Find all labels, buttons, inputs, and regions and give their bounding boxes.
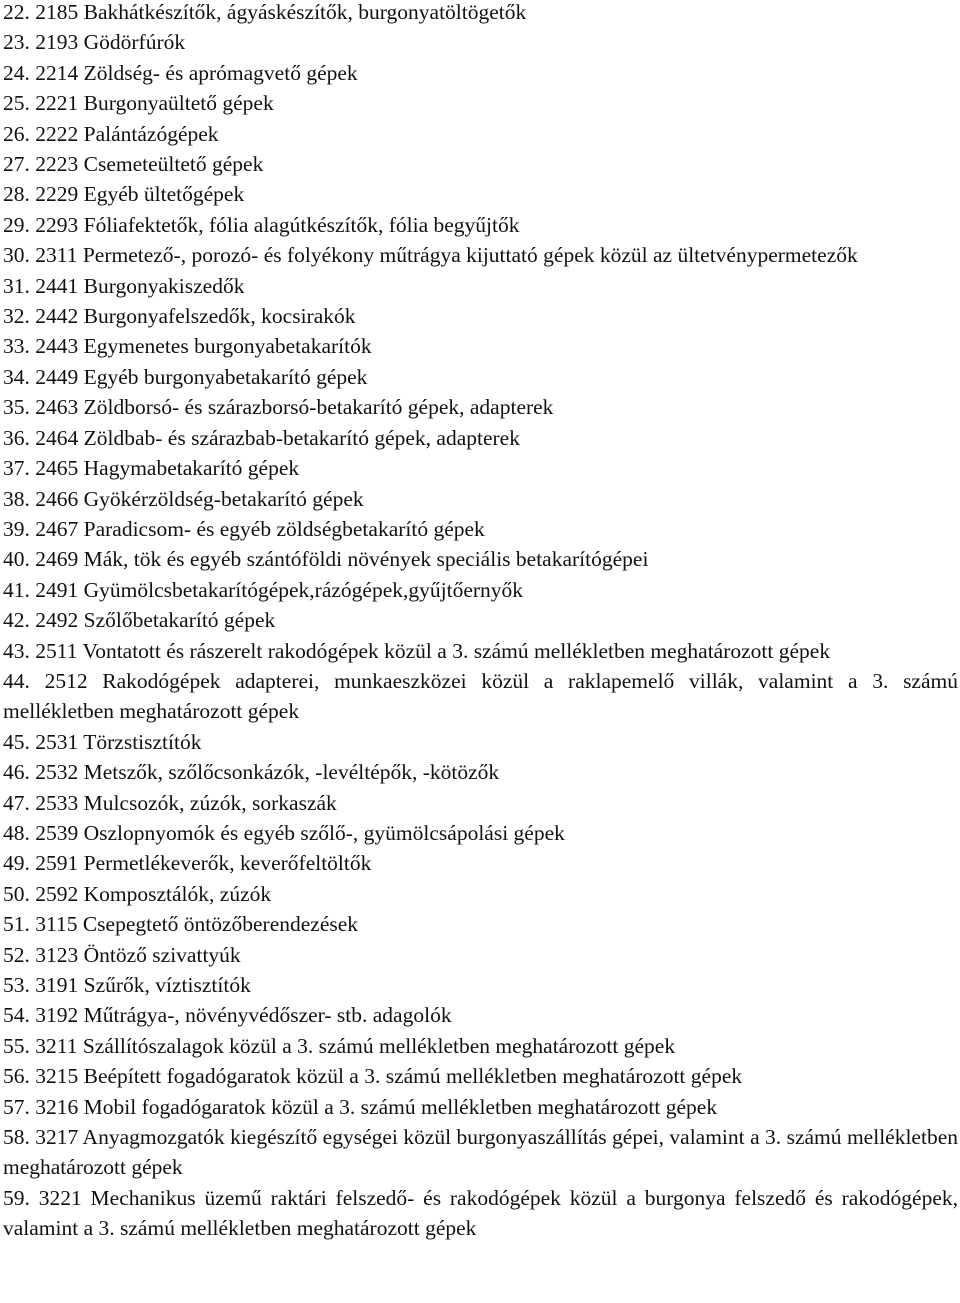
- list-item: 50. 2592 Komposztálók, zúzók: [3, 881, 272, 906]
- list-item: 24. 2214 Zöldség- és aprómagvető gépek: [3, 60, 358, 85]
- list-item: 38. 2466 Gyökérzöldség-betakarító gépek: [3, 486, 364, 511]
- list-item: 46. 2532 Metszők, szőlőcsonkázók, -levéltépők, -kötözők: [3, 760, 500, 785]
- list-item: 37. 2465 Hagymabetakarító gépek: [3, 456, 300, 481]
- list-item: 43. 2511 Vontatott és rászerelt rakodógépek közül a 3. számú mellékletben meghatározott gépek: [3, 638, 831, 663]
- list-item: 58. 3217 Anyagmozgatók kiegészítő egységei közül burgonyaszállítás gépei, valamint a 3. számú mellékletben meghatározott gépek: [3, 1125, 958, 1180]
- list-item: 45. 2531 Törzstisztítók: [3, 729, 202, 754]
- list-item: 22. 2185 Bakhátkészítők, ágyáskészítők, burgonyatöltögetők: [3, 0, 527, 24]
- list-item: 57. 3216 Mobil fogadógaratok közül a 3. számú mellékletben meghatározott gépek: [3, 1094, 718, 1119]
- list-item: 44. 2512 Rakodógépek adapterei, munkaeszközei közül a raklapemelő villák, valamint a 3. számú mellékletben meghatározott gépek: [3, 668, 958, 724]
- list-item: 59. 3221 Mechanikus üzemű raktári felszedő- és rakodógépek közül a burgonya felszedő és rakodógépek, valamint a 3. számú mellékletben meghatározott gépek: [3, 1185, 958, 1241]
- list-item: 23. 2193 Gödörfúrók: [3, 30, 186, 55]
- list-item: 42. 2492 Szőlőbetakarító gépek: [3, 608, 276, 633]
- list-item: 31. 2441 Burgonyakiszedők: [3, 273, 245, 298]
- list-item: 27. 2223 Csemeteültető gépek: [3, 152, 264, 177]
- list-item: 28. 2229 Egyéb ültetőgépek: [3, 182, 245, 207]
- list-item: 40. 2469 Mák, tök és egyéb szántóföldi növények speciális betakarítógépei: [3, 547, 649, 572]
- list-item: 56. 3215 Beépített fogadógaratok közül a 3. számú mellékletben meghatározott gépek: [3, 1064, 743, 1089]
- list-item: 32. 2442 Burgonyafelszedők, kocsirakók: [3, 304, 356, 329]
- list-item: 30. 2311 Permetező-, porozó- és folyékony műtrágya kijuttató gépek közül az ültetvénypermetezők: [3, 243, 858, 268]
- list-item: 26. 2222 Palántázógépek: [3, 121, 219, 146]
- list-item: 39. 2467 Paradicsom- és egyéb zöldségbetakarító gépek: [3, 516, 485, 541]
- list-item: 29. 2293 Fóliafektetők, fólia alagútkészítők, fólia begyűjtők: [3, 212, 520, 237]
- list-item: 35. 2463 Zöldborsó- és szárazborsó-betakarító gépek, adapterek: [3, 395, 554, 420]
- list-item: 48. 2539 Oszlopnyomók és egyéb szőlő-, gyümölcsápolási gépek: [3, 820, 565, 845]
- list-item: 25. 2221 Burgonyaültető gépek: [3, 91, 274, 116]
- list-item: 47. 2533 Mulcsozók, zúzók, sorkaszák: [3, 790, 337, 815]
- list-item: 34. 2449 Egyéb burgonyabetakarító gépek: [3, 364, 368, 389]
- list-item: 33. 2443 Egymenetes burgonyabetakarítók: [3, 334, 372, 359]
- list-item: 54. 3192 Műtrágya-, növényvédőszer- stb. adagolók: [3, 1003, 452, 1028]
- document-page: [3, 0, 958, 1244]
- list-item: 41. 2491 Gyümölcsbetakarítógépek,rázógépek,gyűjtőernyők: [3, 577, 524, 602]
- list-item: 36. 2464 Zöldbab- és szárazbab-betakarító gépek, adapterek: [3, 425, 520, 450]
- list-item: 55. 3211 Szállítószalagok közül a 3. számú mellékletben meghatározott gépek: [3, 1033, 676, 1058]
- list-item: 53. 3191 Szűrők, víztisztítók: [3, 973, 251, 997]
- list-item: 49. 2591 Permetlékeverők, keverőfeltöltők: [3, 851, 372, 876]
- list-item: 52. 3123 Öntöző szivattyúk: [3, 942, 241, 967]
- list-item: 51. 3115 Csepegtető öntözőberendezések: [3, 912, 359, 937]
